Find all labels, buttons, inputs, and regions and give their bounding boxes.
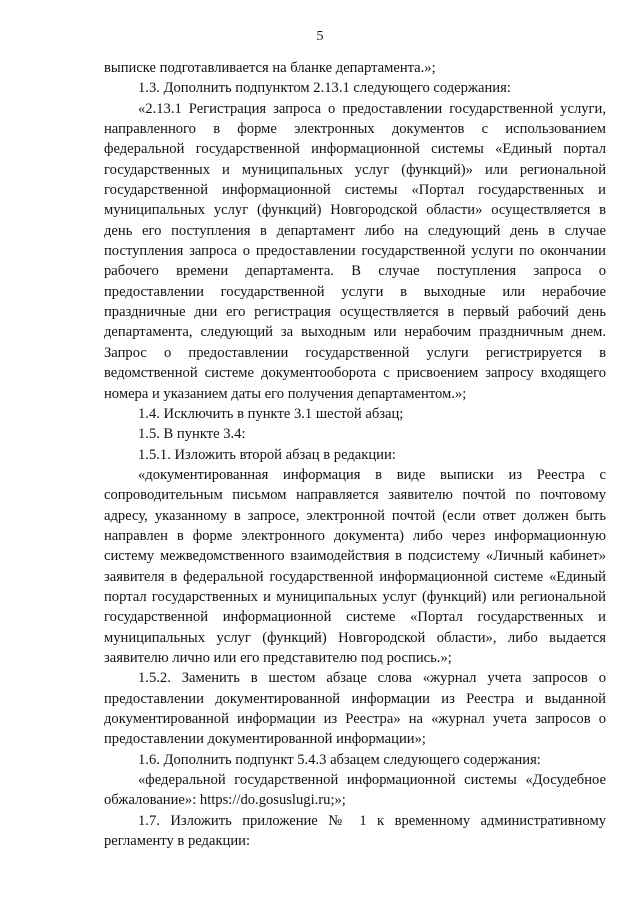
paragraph-item-1-5-2: 1.5.2. Заменить в шестом абзаце слова «журнал учета запросов о предоставлении документированной информации из Реестра и выданной документированной информации из Реестра» на «журнал учета запросов о предоставлении документированной информации»;: [104, 670, 606, 748]
paragraph-item-1-4: 1.4. Исключить в пункте 3.1 шестой абзац;: [138, 405, 404, 422]
paragraph-item-1-7: 1.7. Изложить приложение № 1 к временному административному регламенту в редакции:: [104, 812, 606, 850]
page-number: 5: [316, 29, 324, 44]
paragraph-quote-second-abzac: «документированная информация в виде выписки из Реестра с сопроводительным письмом направляется заявителю почтой по почтовому адресу, указанному в запросе, электронной почтой (если ответ должен быть направлен в форме электронного документа) либо через информационную систему межведомственного взаимодействия в подсистему «Личный кабинет» заявителя в федеральной государственной информационной системе «Единый портал государственных и муниципальных услуг (функций) или региональной государственной информационной системе «Портал государственных и муниципальных услуг (функций) Новгородской области», либо выдается заявителю лично или его представителю под роспись.»;: [104, 466, 606, 666]
paragraph-quote-2-13-1: «2.13.1 Регистрация запроса о предоставлении государственной услуги, направленного в форме электронных документов с использованием федеральной государственной информационной системы «Единый портал государственных и муниципальных услуг (функций)» или региональной государственной информационной системы «Портал государственных и муниципальных услуг (функций) Новгородской области» осуществляется в день его поступления в департамент либо на следующий день в случае поступления запроса о предоставлении государственной услуги по окончании рабочего времени департамента. В случае поступления запроса о предоставлении государственной услуги в выходные или нерабочие праздничные дни его регистрация осуществляется в первый рабочий день департамента, следующий за выходным или нерабочим праздничным днем. Запрос о предоставлении государственной услуги регистрируется в ведомственной системе документооборота с присвоением запросу входящего номера и указанием даты его получения департаментом.»;: [104, 100, 606, 402]
document-body: [104, 58, 606, 851]
paragraph-item-1-6: 1.6. Дополнить подпункт 5.4.3 абзацем следующего содержания:: [138, 751, 541, 768]
paragraph-continuation: выписке подготавливается на бланке департамента.»;: [104, 60, 436, 76]
paragraph-quote-dosudebnoe: «федеральной государственной информационной системы «Досудебное обжалование»: https://do.gosuslugi.ru;»;: [104, 772, 606, 809]
paragraph-item-1-5-1: 1.5.1. Изложить второй абзац в редакции:: [138, 446, 396, 463]
paragraph-item-1-3: 1.3. Дополнить подпунктом 2.13.1 следующего содержания:: [138, 80, 511, 97]
paragraph-item-1-5: 1.5. В пункте 3.4:: [138, 426, 246, 443]
